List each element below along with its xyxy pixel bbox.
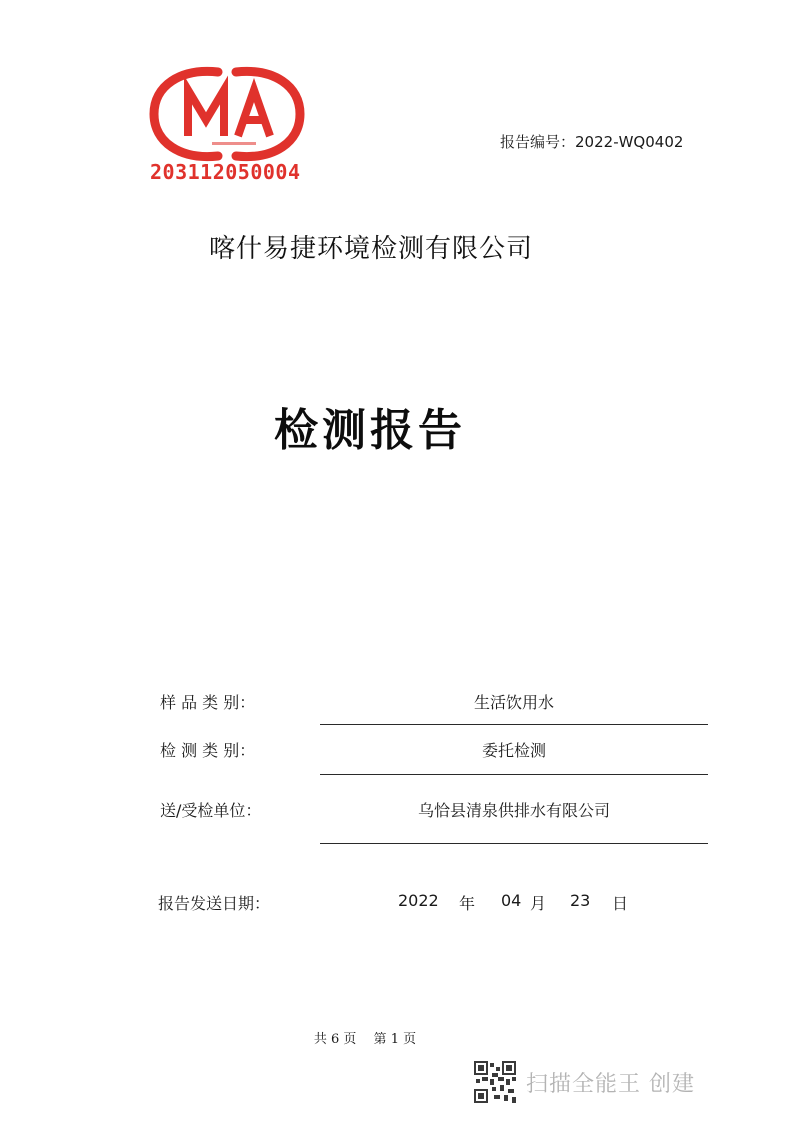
underline <box>320 774 708 775</box>
field-value: 生活饮用水 <box>473 693 554 712</box>
underline <box>320 724 708 725</box>
underline <box>320 843 708 844</box>
report-number <box>500 131 683 152</box>
date-month-unit: 月 <box>530 894 547 913</box>
report-number-value: 2022-WQ0402 <box>575 133 684 151</box>
date-label: 报告发送日期： <box>158 894 271 913</box>
company-name: 喀什易捷环境检测有限公司 <box>208 234 533 264</box>
field-send-date <box>0 891 793 921</box>
date-day: 23 <box>570 891 591 910</box>
date-day-unit: 日 <box>612 894 629 913</box>
field-value: 委托检测 <box>481 741 546 760</box>
seal-registration-number: 203112050004 <box>150 160 301 184</box>
cma-seal-logo <box>140 58 320 168</box>
field-client-unit <box>0 798 793 828</box>
field-label: 检 测 类 别： <box>160 741 256 760</box>
field-test-type <box>0 738 793 768</box>
date-year-unit: 年 <box>459 894 476 913</box>
report-number-label: 报告编号： <box>500 133 576 151</box>
field-sample-type <box>0 690 793 720</box>
field-label: 样 品 类 别： <box>160 693 256 712</box>
qr-code-icon <box>474 1061 516 1103</box>
field-value: 乌恰县清泉供排水有限公司 <box>417 801 610 820</box>
date-month: 04 <box>501 891 522 910</box>
field-label: 送/受检单位： <box>160 801 262 820</box>
page-title: 检测报告 <box>274 405 466 456</box>
date-year: 2022 <box>398 891 439 910</box>
page-indicator: 共 6 页 第 1 页 <box>313 1032 417 1047</box>
scanner-watermark <box>474 1062 695 1102</box>
watermark-text: 扫描全能王 创建 <box>526 1071 695 1097</box>
